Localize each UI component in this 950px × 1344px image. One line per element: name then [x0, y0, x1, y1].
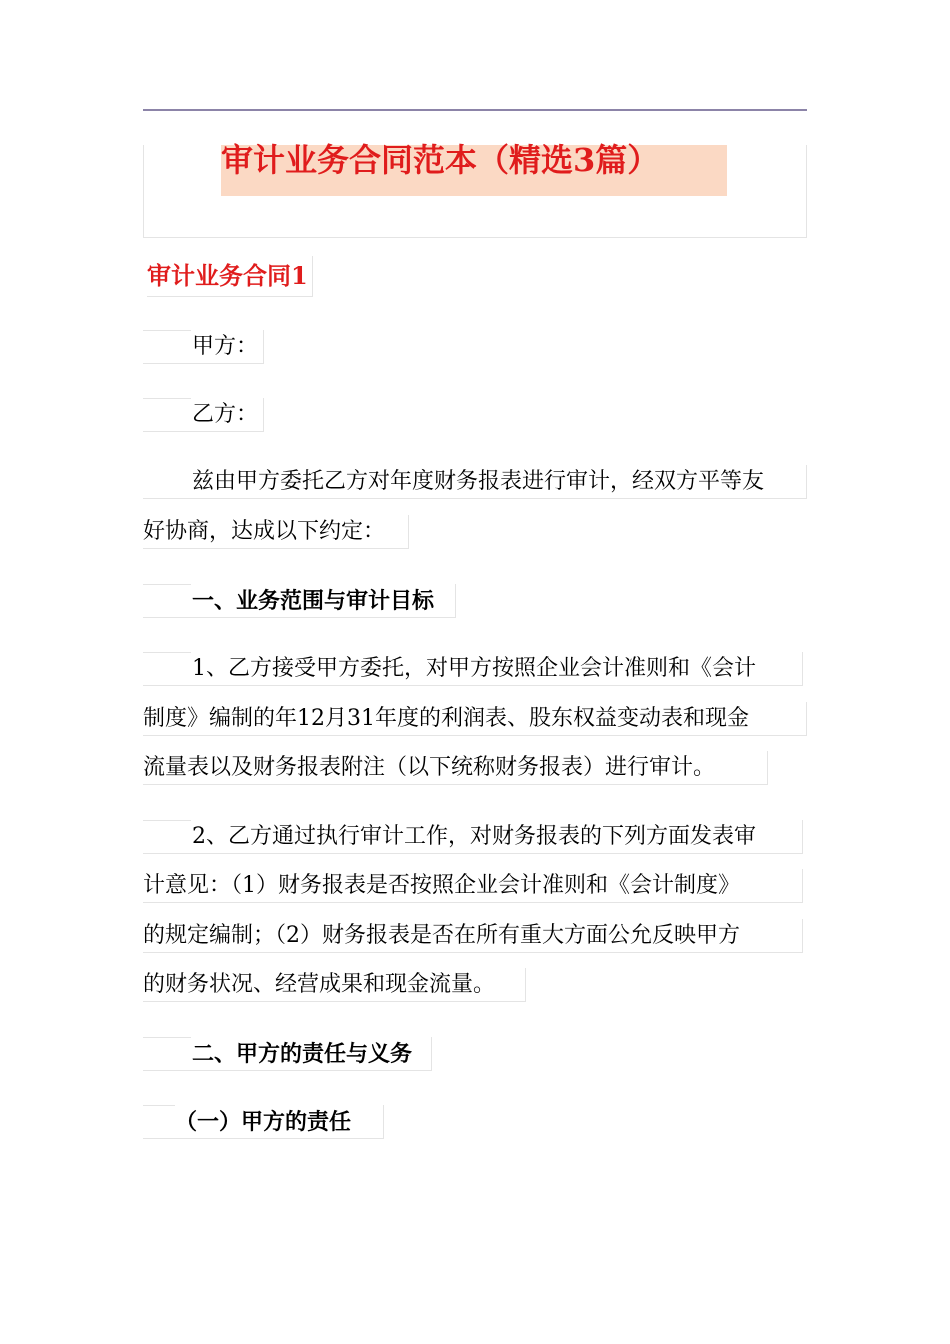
clause-1-line-2 — [143, 702, 807, 736]
party-b-line — [143, 398, 264, 432]
heading-text: 二、甲方的责任与义务 — [192, 1041, 413, 1067]
party-a-line — [143, 330, 264, 364]
paragraph-text: 流量表以及财务报表附注（以下统称财务报表）进行审计。 — [143, 755, 716, 780]
intro-line-2 — [143, 515, 409, 549]
heading-text: 一、业务范围与审计目标 — [192, 588, 435, 614]
paragraph-text: 1、乙方接受甲方委托，对甲方按照企业会计准则和《会计 — [192, 656, 756, 681]
paragraph-text: 制度》编制的年12月31年度的利润表、股东权益变动表和现金 — [143, 706, 749, 731]
heading-party-a-duties — [143, 1037, 432, 1071]
clause-2-line-1 — [143, 820, 803, 854]
indent-marker — [143, 398, 191, 431]
paragraph-text: 的规定编制；（2）财务报表是否在所有重大方面公允反映甲方 — [143, 923, 740, 948]
paragraph-text: 2、乙方通过执行审计工作，对财务报表的下列方面发表审 — [192, 824, 756, 849]
clause-2-line-2 — [143, 869, 803, 903]
clause-2-line-4 — [143, 968, 526, 1002]
intro-line-1 — [143, 465, 807, 499]
section-heading: 审计业务合同1 — [147, 256, 313, 297]
subheading-party-a-responsibility — [143, 1105, 384, 1139]
indent-marker — [143, 820, 191, 853]
paragraph-text: 的财务状况、经营成果和现金流量。 — [143, 972, 496, 997]
indent-marker — [143, 1037, 191, 1070]
paragraph-text: 好协商，达成以下约定： — [143, 519, 386, 544]
top-rule — [143, 109, 807, 111]
paragraph-text: 兹由甲方委托乙方对年度财务报表进行审计，经双方平等友 — [192, 469, 765, 494]
party-a-label: 甲方： — [192, 334, 259, 359]
document-title: 审计业务合同范本（精选3篇） — [221, 141, 660, 179]
indent-marker — [143, 330, 191, 363]
indent-marker — [143, 1105, 175, 1138]
indent-marker — [143, 652, 191, 685]
party-b-label: 乙方： — [192, 402, 259, 427]
clause-2-line-3 — [143, 919, 803, 953]
heading-scope — [143, 584, 456, 618]
heading-text: （一）甲方的责任 — [175, 1109, 352, 1135]
clause-1-line-1 — [143, 652, 803, 686]
clause-1-line-3 — [143, 751, 768, 785]
indent-marker — [143, 584, 191, 617]
paragraph-text: 计意见：（1）财务报表是否按照企业会计准则和《会计制度》 — [143, 873, 740, 898]
